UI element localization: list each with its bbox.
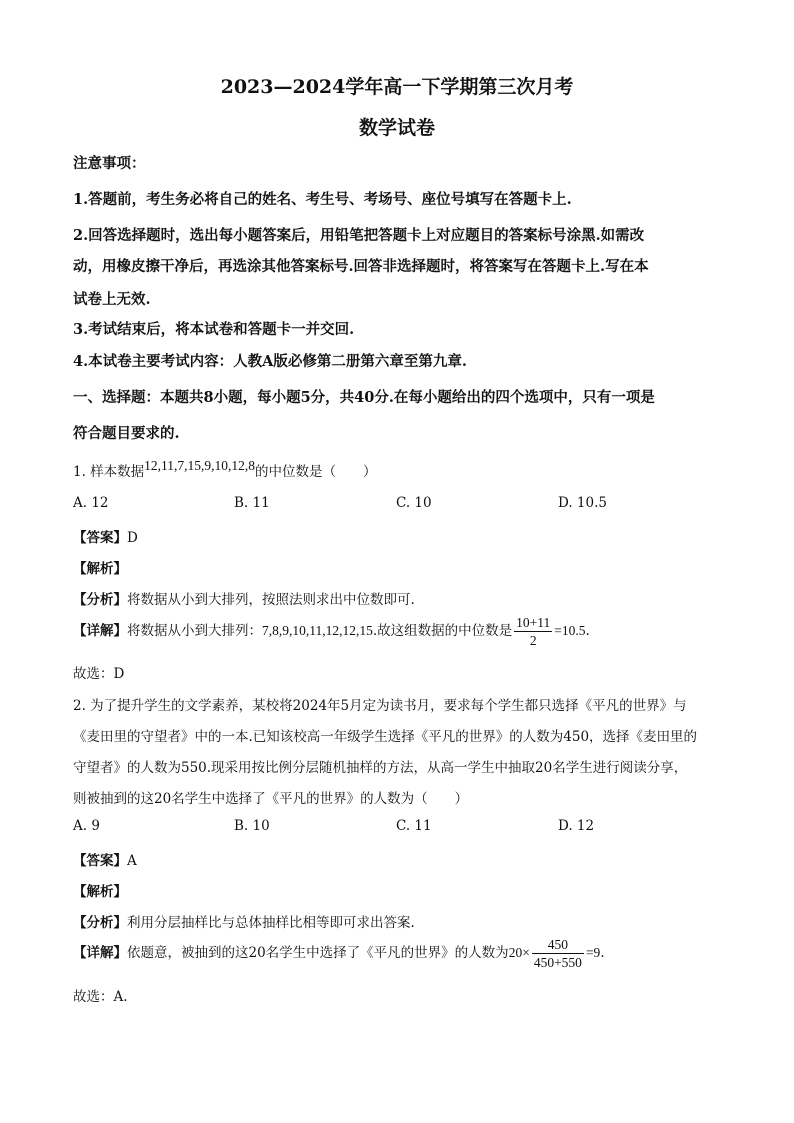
q2-option-a: A. 9 [73,818,100,834]
notice-item-2-end: 试卷上无效. [73,291,151,308]
q2-stem-line4: 则被抽到的这20名学生中选择了《平凡的世界》的人数为（ ） [73,791,469,807]
q2-analysis-label: 【解析】 [73,884,127,900]
notice-item-2-cont: 动，用橡皮擦干净后，再选涂其他答案标号.回答非选择题时，将答案写在答题卡上.写在本 [73,258,649,275]
q1-fraction [514,614,552,649]
q1-answer-tag: 【答案】 [73,530,127,546]
q2-answer-value: A [127,853,137,869]
q1-fenxi-text: 将数据从小到大排列，按照法则求出中位数即可. [127,592,415,608]
q2-option-d: D. 12 [558,818,595,834]
notice-item-3: 3.考试结束后，将本试卷和答题卡一并交回. [73,321,355,338]
q1-fenxi-tag: 【分析】 [73,592,127,608]
notice-item-2: 2.回答选择题时，选出每小题答案后，用铅笔把答题卡上对应题目的答案标号涂黑.如需改 [73,227,645,244]
exam-subtitle: 数学试卷 [358,117,435,139]
q2-fraction [532,936,584,971]
q2-fenxi-tag: 【分析】 [73,915,127,931]
q1-analysis-label: 【解析】 [73,561,127,577]
q2-stem-line3: 守望者》的人数为550.现采用按比例分层随机抽样的方法，从高一学生中抽取20名学生进行阅读分享， [73,760,688,776]
q1-analysis-tag [73,557,127,577]
q2-detail-mult: 20× [508,945,530,960]
q1-detail-tag: 【详解】 [73,623,127,639]
section-heading: 一、选择题：本题共8小题，每小题5分，共40分.在每小题给出的四个选项中，只有一项是 [73,389,655,406]
notice-item-4: 4.本试卷主要考试内容：人教A版必修第二册第六章至第九章. [73,353,467,370]
q1-option-a: A. 12 [73,495,109,511]
q2-fenxi-text: 利用分层抽样比与总体抽样比相等即可求出答案. [127,915,415,931]
q2-answer-tag: 【答案】 [73,853,127,869]
q1-fenxi [73,588,415,608]
q2-detail-result: =9 [585,945,601,960]
q1-detail-pre: 将数据从小到大排列： [127,623,262,639]
q2-analysis-tag [73,880,127,900]
q2-detail [73,936,605,971]
q1-detail-seq: 7,8,9,10,11,12,12,15 [262,623,373,638]
q2-detail-pre: 依题意，被抽到的这20名学生中选择了《平凡的世界》的人数为 [127,945,509,961]
q1-detail [73,614,590,649]
q1-detail-mid: .故这组数据的中位数是 [372,623,513,639]
section-heading-cont: 符合题目要求的. [73,425,180,442]
q1-answer-value: D [127,530,138,546]
q1-stem [73,460,377,480]
q2-fenxi [73,911,415,931]
q2-stem-line2: 《麦田里的守望者》中的一本.已知该校高一年级学生选择《平凡的世界》的人数为450，选择《麦田里的 [73,729,698,745]
q2-detail-end: . [600,945,605,961]
q2-frac-num: 450 [532,936,584,954]
q1-detail-end: . [585,623,590,639]
q1-data: 12,11,7,15,9,10,12,8 [144,458,256,473]
notice-item-1: 1.答题前，考生务必将自己的姓名、考生号、考场号、座位号填写在答题卡上. [73,191,572,208]
q1-option-d: D. 10.5 [558,495,607,511]
q1-option-b: B. 11 [234,495,270,511]
q1-frac-den: 2 [529,633,537,648]
q1-suffix: 的中位数是（ ） [255,464,377,480]
notice-heading: 注意事项： [73,155,146,172]
q1-frac-num: 10+11 [516,615,551,630]
q1-answer [73,526,138,546]
q2-option-b: B. 10 [234,818,270,834]
q1-detail-result: =10.5 [554,623,586,638]
q2-frac-den: 450+550 [533,955,582,970]
q2-option-c: C. 11 [396,818,432,834]
q1-conclusion: 故选：D [73,666,125,682]
exam-title: 2023—2024学年高一下学期第三次月考 [220,76,574,98]
q2-stem-line1: 2. 为了提升学生的文学素养，某校将2024年5月定为读书月，要求每个学生都只选择《平凡的世界》与 [73,698,687,714]
q2-answer [73,849,137,869]
q2-conclusion: 故选：A. [73,989,128,1005]
q2-detail-tag: 【详解】 [73,945,127,961]
q1-prefix: 1. 样本数据 [73,464,145,480]
q1-option-c: C. 10 [396,495,432,511]
